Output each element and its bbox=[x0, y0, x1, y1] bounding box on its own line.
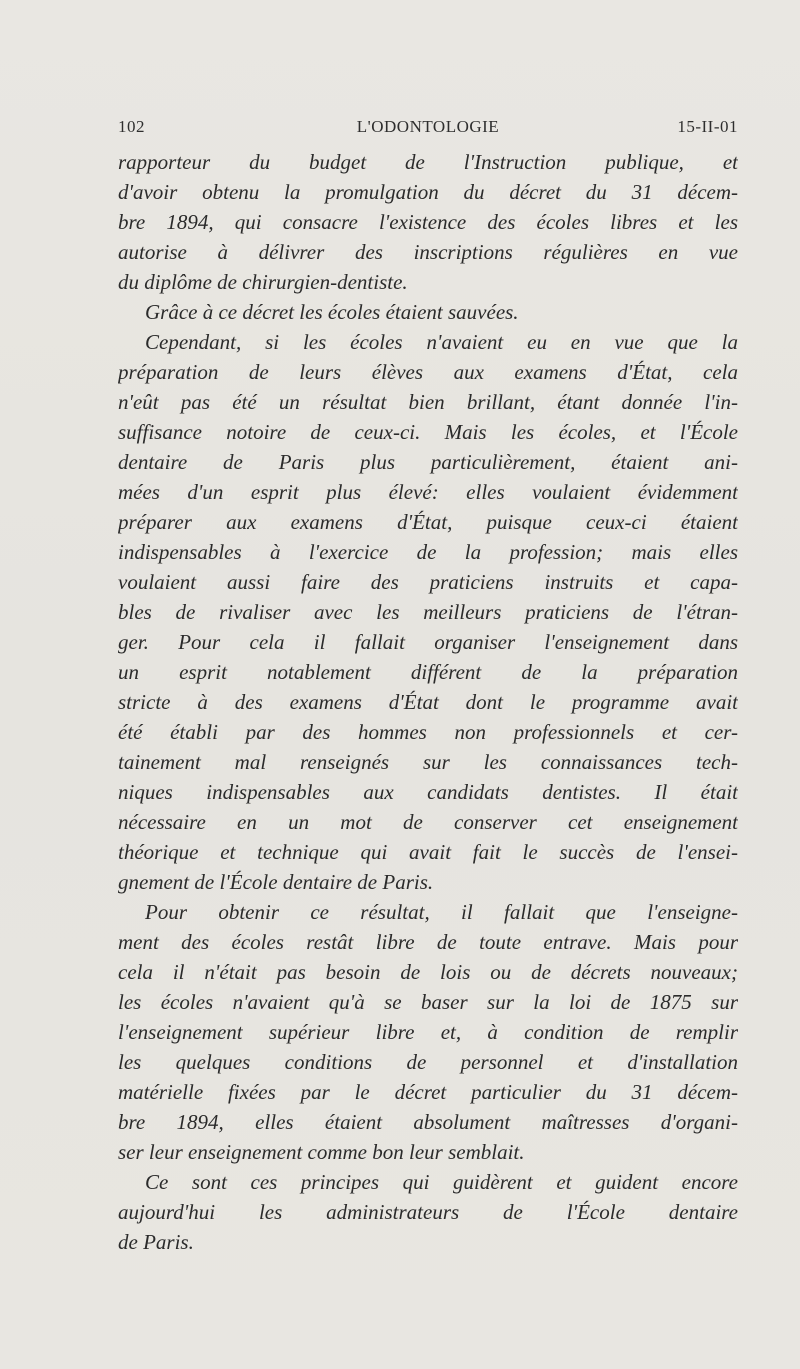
text-line: bles de rivaliser avec les meilleurs praticiens de l'étran- bbox=[118, 600, 738, 624]
issue-date: 15-II-01 bbox=[677, 117, 738, 136]
text-line: mées d'un esprit plus élevé: elles voulaient évidemment bbox=[118, 480, 738, 504]
page-header bbox=[118, 117, 738, 141]
text-line: un esprit notablement différent de la préparation bbox=[118, 660, 738, 684]
text-line: nécessaire en un mot de conserver cet enseignement bbox=[118, 810, 738, 834]
text-line: Grâce à ce décret les écoles étaient sauvées. bbox=[145, 300, 519, 324]
text-line: ser leur enseignement comme bon leur semblait. bbox=[118, 1140, 525, 1164]
text-line: préparation de leurs élèves aux examens d'État, cela bbox=[118, 360, 738, 384]
text-line: tainement mal renseignés sur les connaissances tech- bbox=[118, 750, 738, 774]
text-line: niques indispensables aux candidats dentistes. Il était bbox=[118, 780, 738, 804]
text-line: Cependant, si les écoles n'avaient eu en vue que la bbox=[145, 330, 738, 354]
text-line: du diplôme de chirurgien-dentiste. bbox=[118, 270, 408, 294]
text-line: gnement de l'École dentaire de Paris. bbox=[118, 870, 434, 894]
text-line: de Paris. bbox=[118, 1230, 194, 1254]
text-line: théorique et technique qui avait fait le succès de l'ensei- bbox=[118, 840, 738, 864]
text-line: ger. Pour cela il fallait organiser l'enseignement dans bbox=[118, 630, 738, 654]
text-line: bre 1894, elles étaient absolument maîtresses d'organi- bbox=[118, 1110, 738, 1134]
text-line: dentaire de Paris plus particulièrement, étaient ani- bbox=[118, 450, 738, 474]
text-line: cela il n'était pas besoin de lois ou de décrets nouveaux; bbox=[118, 960, 738, 984]
text-line: les écoles n'avaient qu'à se baser sur la loi de 1875 sur bbox=[118, 990, 738, 1014]
text-line: bre 1894, qui consacre l'existence des écoles libres et les bbox=[118, 210, 738, 234]
text-line: préparer aux examens d'État, puisque ceux-ci étaient bbox=[118, 510, 738, 534]
running-title: L'ODONTOLOGIE bbox=[356, 117, 500, 136]
text-line: n'eût pas été un résultat bien brillant, étant donnée l'in- bbox=[118, 390, 738, 414]
text-line: Ce sont ces principes qui guidèrent et guident encore bbox=[145, 1170, 738, 1194]
text-line: voulaient aussi faire des praticiens instruits et capa- bbox=[118, 570, 738, 594]
page-number: 102 bbox=[118, 117, 145, 136]
text-line: ment des écoles restât libre de toute entrave. Mais pour bbox=[118, 930, 738, 954]
text-line: stricte à des examens d'État dont le programme avait bbox=[118, 690, 738, 714]
text-line: matérielle fixées par le décret particulier du 31 décem- bbox=[118, 1080, 738, 1104]
text-line: d'avoir obtenu la promulgation du décret du 31 décem- bbox=[118, 180, 738, 204]
text-line: les quelques conditions de personnel et d'installation bbox=[118, 1050, 738, 1074]
text-line: indispensables à l'exercice de la profession; mais elles bbox=[118, 540, 738, 564]
text-line: l'enseignement supérieur libre et, à condition de remplir bbox=[118, 1020, 738, 1044]
text-line: Pour obtenir ce résultat, il fallait que l'enseigne- bbox=[145, 900, 738, 924]
body-text bbox=[118, 147, 738, 1257]
text-line: rapporteur du budget de l'Instruction publique, et bbox=[118, 150, 738, 174]
text-line: été établi par des hommes non professionnels et cer- bbox=[118, 720, 738, 744]
text-line: aujourd'hui les administrateurs de l'École dentaire bbox=[118, 1200, 738, 1224]
text-line: autorise à délivrer des inscriptions régulières en vue bbox=[118, 240, 738, 264]
text-line: suffisance notoire de ceux-ci. Mais les écoles, et l'École bbox=[118, 420, 738, 444]
